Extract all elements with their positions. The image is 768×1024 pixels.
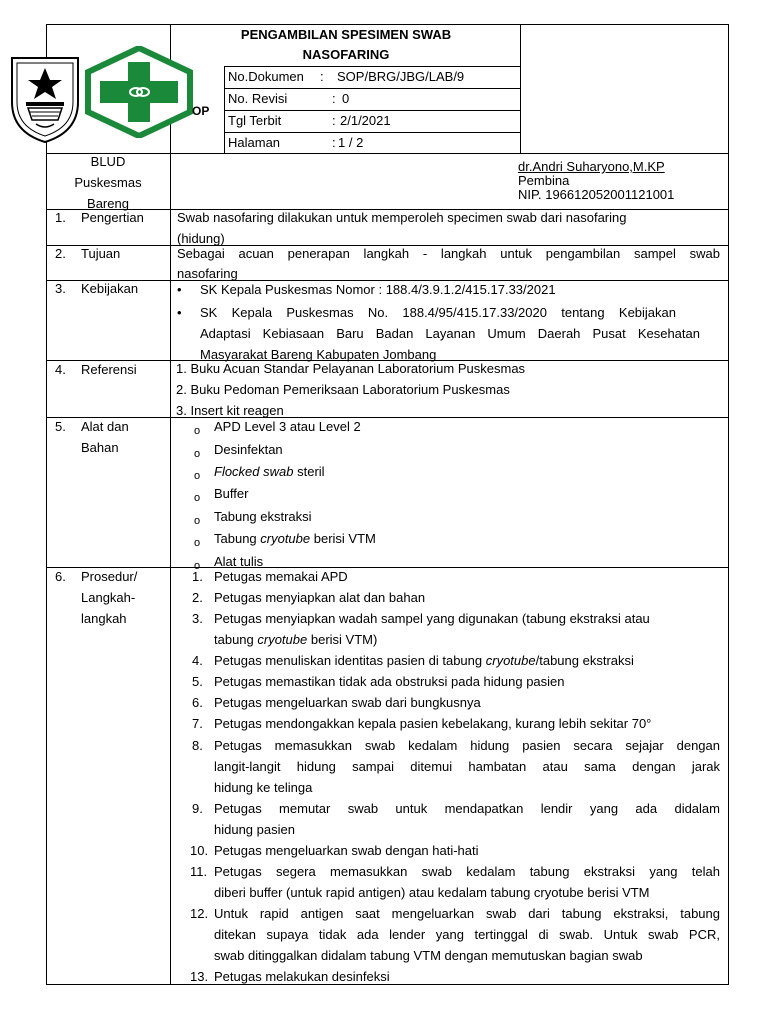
org-line: Bareng (87, 196, 129, 211)
meta-separator: : (332, 91, 336, 106)
step-text: Petugas memasukkan swab kedalam hidung pasien secara sejajar dengan (214, 738, 720, 753)
meta-label: Tgl Terbit (228, 113, 282, 128)
section-text: (hidung) (177, 231, 225, 246)
section-number: 4. (55, 362, 66, 377)
section-label: langkah (81, 611, 127, 626)
step-text: Petugas mengeluarkan swab dengan hati-hati (214, 843, 479, 858)
step-text: Petugas mendongakkan kepala pasien kebelakang, kurang lebih sekitar 70° (214, 716, 652, 731)
step-number: 13. (190, 969, 209, 984)
section-number: 3. (55, 281, 66, 296)
bullet-circle: o (194, 537, 201, 549)
step-text: Petugas mengeluarkan swab dari bungkusnya (214, 695, 481, 710)
step-text: hidung pasien (214, 822, 295, 837)
bullet-circle: o (194, 448, 201, 460)
regency-emblem-logo (6, 52, 84, 144)
reference-item: 1. Buku Acuan Standar Pelayanan Laboratorium Puskesmas (176, 361, 526, 376)
step-text: Petugas memastikan tidak ada obstruksi pada hidung pasien (214, 674, 565, 689)
section-label: Kebijakan (81, 281, 139, 296)
bullet-circle: o (194, 560, 201, 572)
meta-separator: : (332, 135, 336, 150)
bullet-circle: o (194, 425, 201, 437)
meta-value: 2/1/2021 (340, 113, 391, 128)
section-label: Referensi (81, 362, 137, 377)
section-label: Tujuan (81, 246, 121, 261)
meta-separator: : (320, 69, 324, 84)
step-number: 2. (192, 590, 203, 605)
meta-separator: : (332, 113, 336, 128)
step-text: Petugas menyiapkan alat dan bahan (214, 590, 426, 605)
bullet-circle: o (194, 470, 201, 482)
step-number: 10. (190, 843, 209, 858)
step-number: 12. (190, 906, 209, 921)
step-number: 9. (192, 801, 203, 816)
meta-value: SOP/BRG/JBG/LAB/9 (337, 69, 465, 84)
section-label: Bahan (81, 440, 119, 455)
step-text: Petugas menuliskan identitas pasien di tabung cryotube/tabung ekstraksi (214, 653, 634, 668)
signer-nip: NIP. 196612052001121001 (518, 187, 675, 202)
step-text: Petugas menyiapkan wadah sampel yang digunakan (tabung ekstraksi atau (214, 611, 650, 626)
bullet-circle: o (194, 492, 201, 504)
bullet-dot: • (177, 305, 182, 320)
policy-text: SK Kepala Puskesmas Nomor : 188.4/3.9.1.2/415.17.33/2021 (200, 282, 556, 297)
meta-label: No. Revisi (228, 91, 288, 106)
org-line: Puskesmas (74, 175, 142, 190)
step-number: 5. (192, 674, 203, 689)
section-text: nasofaring (177, 266, 238, 281)
signer-role: Pembina (518, 173, 570, 188)
material-item: APD Level 3 atau Level 2 (214, 419, 361, 434)
step-number: 3. (192, 611, 203, 626)
section-label: Pengertian (81, 210, 144, 225)
material-item: Tabung cryotube berisi VTM (214, 531, 376, 546)
material-item: Flocked swab steril (214, 464, 325, 479)
step-text: diberi buffer (untuk rapid antigen) atau kedalam tabung cryotube berisi VTM (214, 885, 650, 900)
section-label: Prosedur/ (81, 569, 138, 584)
section-label: Alat dan (81, 419, 129, 434)
step-text: langit-langit hidung sampai ditemui hambatan atau sama dengan jarak (214, 759, 720, 774)
step-text: hidung ke telinga (214, 780, 313, 795)
signer-block (518, 160, 674, 202)
step-text: Petugas memakai APD (214, 569, 348, 584)
reference-item: 3. Insert kit reagen (176, 403, 284, 418)
step-text: Untuk rapid antigen saat mengeluarkan swab dari tabung ekstraksi, tabung (214, 906, 720, 921)
material-item: Alat tulis (214, 554, 264, 569)
meta-value: 1 / 2 (338, 135, 364, 150)
section-text: Sebagai acuan penerapan langkah - langkah untuk pengambilan sampel swab (177, 246, 720, 261)
step-number: 4. (192, 653, 203, 668)
section-label: Langkah- (81, 590, 136, 605)
org-line: BLUD (90, 154, 126, 169)
material-item: Tabung ekstraksi (214, 509, 312, 524)
bullet-circle: o (194, 515, 201, 527)
section-text: Swab nasofaring dilakukan untuk memperoleh specimen swab dari nasofaring (177, 210, 627, 225)
material-item: Desinfektan (214, 442, 283, 457)
step-number: 8. (192, 738, 203, 753)
section-number: 5. (55, 419, 66, 434)
step-number: 1. (192, 569, 203, 584)
meta-label: No.Dokumen (228, 69, 304, 84)
title-line-1: PENGAMBILAN SPESIMEN SWAB (240, 27, 452, 42)
meta-label: Halaman (228, 135, 281, 150)
material-item: Buffer (214, 486, 249, 501)
step-text: tabung cryotube berisi VTM) (214, 632, 378, 647)
section-number: 1. (55, 210, 66, 225)
step-number: 6. (192, 695, 203, 710)
step-text: ditekan supaya tidak ada lender yang tertinggal di swab. Untuk swab PCR, (214, 927, 720, 942)
sop-label: OP (192, 104, 210, 118)
policy-text: Adaptasi Kebiasaan Baru Badan Layanan Umum Daerah Pusat Kesehatan (200, 326, 700, 341)
step-number: 11. (190, 864, 208, 879)
bullet-dot: • (177, 282, 182, 297)
title-line-2: NASOFARING (302, 47, 390, 62)
meta-value: 0 (342, 91, 350, 106)
step-text: Petugas melakukan desinfeksi (214, 969, 390, 984)
policy-text: Masyarakat Bareng Kabupaten Jombang (200, 347, 437, 362)
policy-text: SK Kepala Puskesmas No. 188.4/95/415.17.33/2020 tentang Kebijakan (200, 305, 676, 320)
step-text: swab ditinggalkan didalam tabung VTM dengan memutuskan bagian swab (214, 948, 643, 963)
step-number: 7. (192, 716, 203, 731)
document-title (172, 25, 520, 65)
signer-name: dr.Andri Suharyono,M.KP (518, 159, 665, 174)
section-number: 6. (55, 569, 66, 584)
section-number: 2. (55, 246, 66, 261)
step-text: Petugas memutar swab untuk mendapatkan lendir yang ada didalam (214, 801, 720, 816)
reference-item: 2. Buku Pedoman Pemeriksaan Laboratorium Puskesmas (176, 382, 510, 397)
step-text: Petugas segera memasukkan swab kedalam tabung ekstraksi yang telah (214, 864, 720, 879)
organization-name (46, 151, 170, 214)
